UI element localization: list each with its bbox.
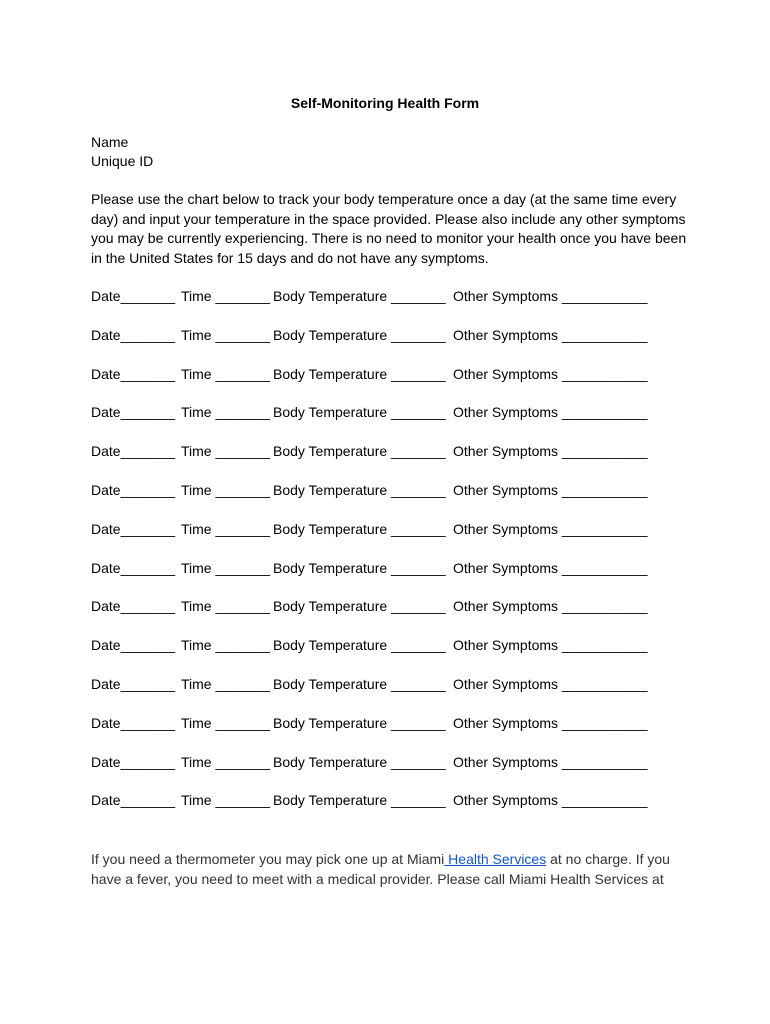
date-field: Date_______ — [91, 792, 176, 809]
body-temperature-field: Body Temperature _______ — [273, 637, 446, 654]
other-symptoms-field: Other Symptoms ___________ — [453, 288, 648, 304]
unique-id-label: Unique ID — [91, 153, 154, 169]
body-temperature-field: Body Temperature _______ — [273, 753, 446, 770]
time-field: Time _______ — [181, 675, 270, 692]
footer-paragraph — [91, 849, 691, 889]
date-field: Date_______ — [91, 365, 176, 382]
other-symptoms-field: Other Symptoms ___________ — [453, 326, 648, 343]
footer-line-1 — [91, 849, 691, 869]
tracking-row — [91, 675, 691, 714]
time-field: Time _______ — [181, 598, 270, 615]
intro-line: day) and input your temperature in the space provided. Please also include any other symptoms — [91, 210, 686, 227]
body-temperature-field: Body Temperature _______ — [273, 520, 446, 537]
footer-line-2: have a fever, you need to meet with a medical provider. Please call Miami Health Services at — [91, 871, 664, 887]
date-field: Date_______ — [91, 288, 176, 304]
time-field: Time _______ — [181, 520, 270, 537]
other-symptoms-field: Other Symptoms ___________ — [453, 637, 648, 654]
body-temperature-field: Body Temperature _______ — [273, 326, 446, 343]
date-field: Date_______ — [91, 714, 176, 731]
other-symptoms-field: Other Symptoms ___________ — [453, 559, 648, 576]
body-temperature-field: Body Temperature _______ — [273, 404, 446, 421]
time-field: Time _______ — [181, 288, 270, 304]
time-field: Time _______ — [181, 559, 270, 576]
time-field: Time _______ — [181, 637, 270, 654]
tracking-row — [91, 791, 691, 830]
tracking-row — [91, 714, 691, 753]
tracking-row — [91, 326, 691, 365]
date-field: Date_______ — [91, 520, 176, 537]
time-field: Time _______ — [181, 714, 270, 731]
time-field: Time _______ — [181, 443, 270, 460]
intro-line: you may be currently experiencing. There is no need to monitor your health once you have been — [91, 230, 687, 246]
body-temperature-field: Body Temperature _______ — [273, 365, 446, 382]
other-symptoms-field: Other Symptoms ___________ — [453, 753, 648, 770]
tracking-row — [91, 559, 691, 598]
time-field: Time _______ — [181, 792, 270, 809]
time-field: Time _______ — [181, 326, 270, 343]
other-symptoms-field: Other Symptoms ___________ — [453, 520, 648, 537]
tracking-row — [91, 597, 691, 636]
tracking-row — [91, 442, 691, 481]
intro-line: Please use the chart below to track your body temperature once a day (at the same time every — [91, 191, 677, 207]
health-services-link[interactable]: Health Services — [444, 851, 547, 867]
tracking-row — [91, 365, 691, 404]
date-field: Date_______ — [91, 598, 176, 615]
date-field: Date_______ — [91, 443, 176, 460]
time-field: Time _______ — [181, 404, 270, 421]
time-field: Time _______ — [181, 365, 270, 382]
tracking-rows — [91, 287, 691, 830]
name-label: Name — [91, 134, 129, 150]
date-field: Date_______ — [91, 404, 176, 421]
body-temperature-field: Body Temperature _______ — [273, 792, 446, 809]
time-field: Time _______ — [181, 753, 270, 770]
tracking-row — [91, 636, 691, 675]
tracking-row — [91, 481, 691, 520]
date-field: Date_______ — [91, 326, 176, 343]
other-symptoms-field: Other Symptoms ___________ — [453, 365, 648, 382]
tracking-row — [91, 520, 691, 559]
body-temperature-field: Body Temperature _______ — [273, 559, 446, 576]
tracking-row — [91, 403, 691, 442]
other-symptoms-field: Other Symptoms ___________ — [453, 404, 648, 421]
other-symptoms-field: Other Symptoms ___________ — [453, 481, 648, 498]
footer-text: If you need a thermometer you may pick one up at Miami — [91, 851, 445, 867]
other-symptoms-field: Other Symptoms ___________ — [453, 675, 648, 692]
tracking-row — [91, 287, 691, 326]
footer-text: at no charge. If you — [546, 851, 670, 867]
other-symptoms-field: Other Symptoms ___________ — [453, 792, 648, 809]
tracking-row — [91, 753, 691, 792]
date-field: Date_______ — [91, 675, 176, 692]
other-symptoms-field: Other Symptoms ___________ — [453, 443, 648, 460]
body-temperature-field: Body Temperature _______ — [273, 598, 446, 615]
date-field: Date_______ — [91, 559, 176, 576]
form-title: Self-Monitoring Health Form — [290, 95, 480, 111]
intro-paragraph — [91, 190, 691, 268]
intro-line: in the United States for 15 days and do not have any symptoms. — [91, 249, 489, 266]
body-temperature-field: Body Temperature _______ — [273, 288, 446, 304]
date-field: Date_______ — [91, 481, 176, 498]
body-temperature-field: Body Temperature _______ — [273, 481, 446, 498]
body-temperature-field: Body Temperature _______ — [273, 443, 446, 460]
time-field: Time _______ — [181, 481, 270, 498]
date-field: Date_______ — [91, 637, 176, 654]
body-temperature-field: Body Temperature _______ — [273, 714, 446, 731]
other-symptoms-field: Other Symptoms ___________ — [453, 714, 648, 731]
body-temperature-field: Body Temperature _______ — [273, 675, 446, 692]
date-field: Date_______ — [91, 753, 176, 770]
other-symptoms-field: Other Symptoms ___________ — [453, 598, 648, 615]
